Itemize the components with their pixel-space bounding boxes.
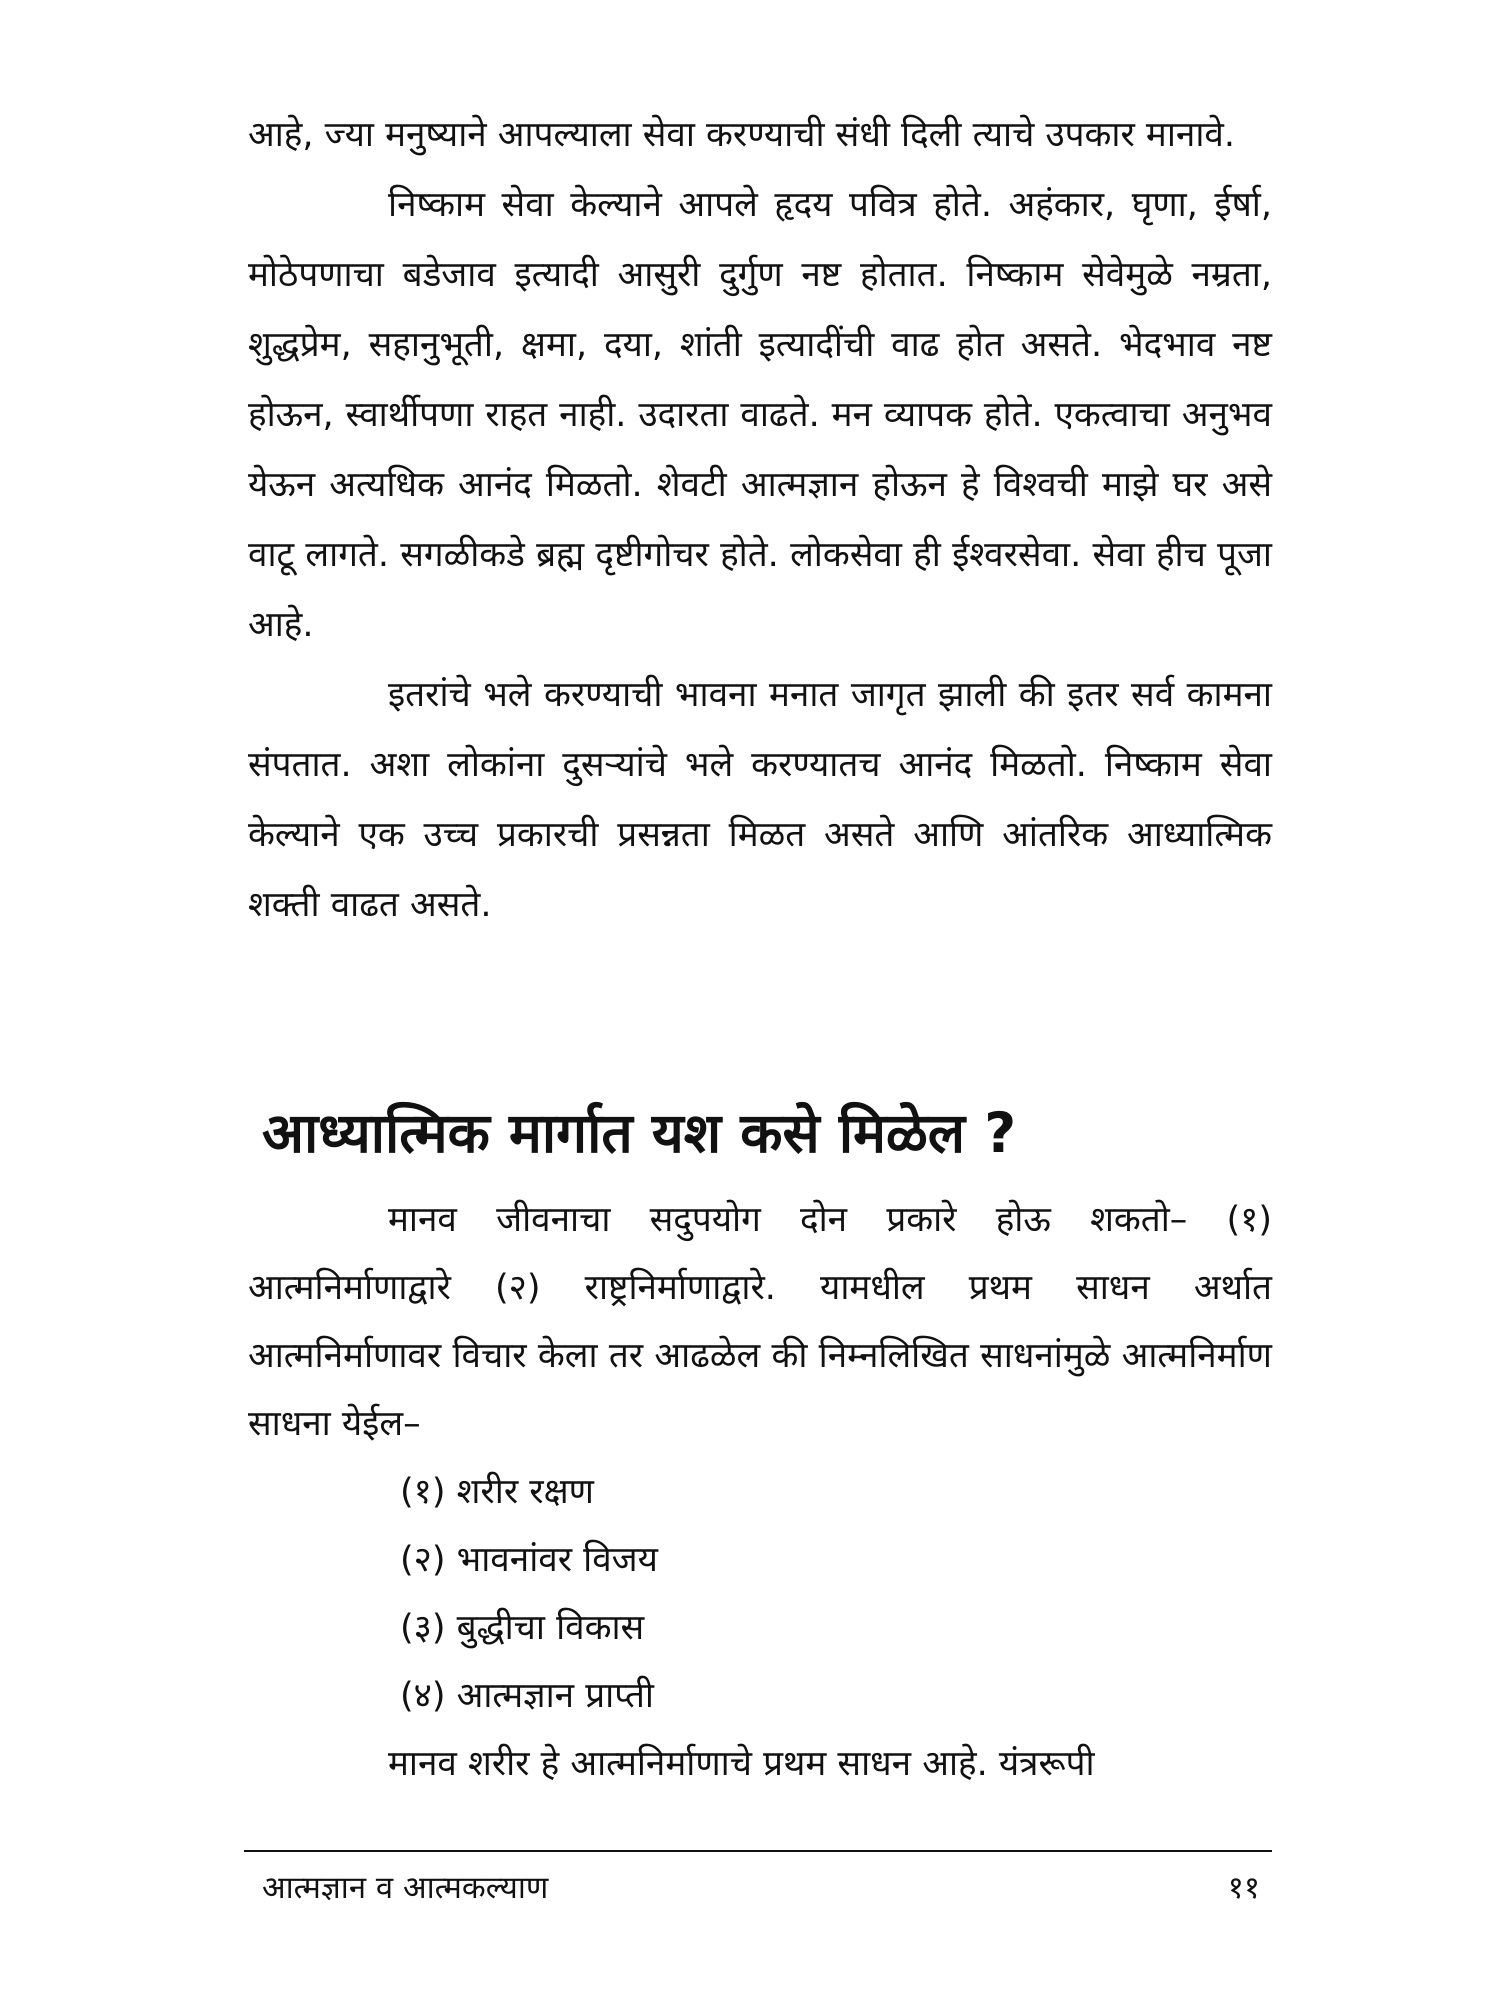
- section-heading: आध्यात्मिक मार्गात यश कसे मिळेल ?: [262, 1101, 1017, 1165]
- section-closing: मानव शरीर हे आत्मनिर्माणाचे प्रथम साधन आहे. यंत्ररूपी: [388, 1744, 1095, 1784]
- paragraph-wellbeing-of-others: इतरांचे भले करण्याची भावना मनात जागृत झाली की इतर सर्व कामना संपतात. अशा लोकांना दुसऱ्यांचे भले करण्यातच आनंद मिळतो. निष्काम सेवा केल्याने एक उच्च प्रकारची प्रसन्नता मिळत असते आणि आंतरिक आध्यात्मिक शक्ती वाढत असते.: [248, 675, 1272, 925]
- footer-book-title: आत्मज्ञान व आत्मकल्याण: [262, 1870, 549, 1906]
- footer-divider: [244, 1850, 1272, 1852]
- list-item: (२) भावनांवर विजय: [400, 1540, 658, 1580]
- page-number: ११: [1227, 1870, 1260, 1906]
- section-body: [248, 1186, 1272, 1798]
- paragraph-continuation: आहे, ज्या मनुष्याने आपल्याला सेवा करण्याची संधी दिली त्याचे उपकार मानावे.: [248, 115, 1235, 155]
- list-item: (४) आत्मज्ञान प्राप्ती: [400, 1676, 654, 1716]
- means-list: [248, 1458, 1272, 1730]
- paragraph-selfless-service: निष्काम सेवा केल्याने आपले हृदय पवित्र होते. अहंकार, घृणा, ईर्षा, मोठेपणाचा बडेजाव इत्यादी आसुरी दुर्गुण नष्ट होतात. निष्काम सेवेमुळे नम्रता, शुद्धप्रेम, सहानुभूती, क्षमा, दया, शांती इत्यादींची वाढ होत असते. भेदभाव नष्ट होऊन, स्वार्थीपणा राहत नाही. उदारता वाढते. मन व्यापक होते. एकत्वाचा अनुभव येऊन अत्यधिक आनंद मिळतो. शेवटी आत्मज्ञान होऊन हे विश्वची माझे घर असे वाटू लागते. सगळीकडे ब्रह्म दृष्टीगोचर होते. लोकसेवा ही ईश्वरसेवा. सेवा हीच पूजा आहे.: [248, 185, 1272, 645]
- list-item: (१) शरीर रक्षण: [400, 1472, 594, 1512]
- section-intro: मानव जीवनाचा सदुपयोग दोन प्रकारे होऊ शकतो– (१) आत्मनिर्माणाद्वारे (२) राष्ट्रनिर्माणाद्वारे. यामधील प्रथम साधन अर्थात आत्मनिर्माणावर विचार केला तर आढळेल की निम्नलिखित साधनांमुळे आत्मनिर्माण साधना येईल–: [248, 1200, 1272, 1444]
- body-text: [248, 100, 1272, 940]
- list-item: (३) बुद्धीचा विकास: [400, 1608, 645, 1648]
